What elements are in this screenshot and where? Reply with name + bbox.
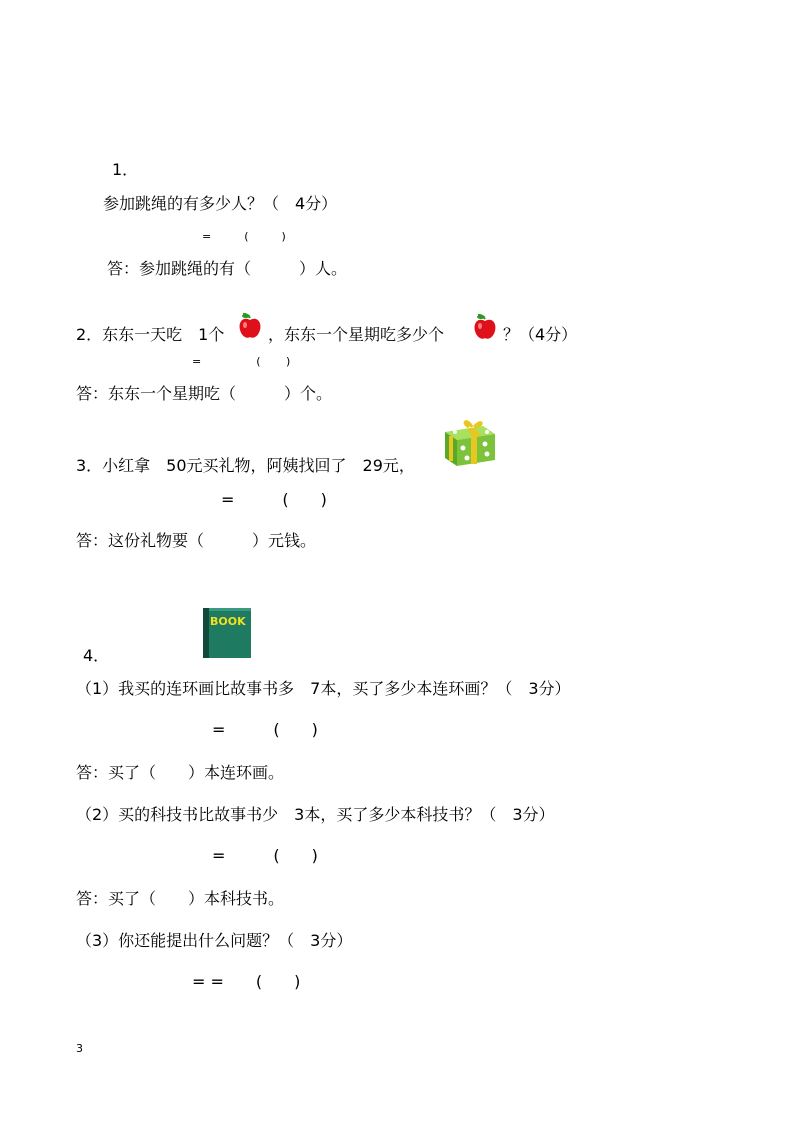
- q2-question-part1: 2．东东一天吃 1个: [76, 325, 225, 344]
- q2-question-part3: ？（4分）: [503, 325, 578, 344]
- q2-answer: 答：东东一个星期吃（ ）个。: [76, 384, 333, 403]
- q1-answer: 答：参加跳绳的有（ ）人。: [107, 259, 348, 278]
- apple-icon: [237, 312, 263, 340]
- gift-box-icon: [441, 418, 499, 468]
- apple-icon: [472, 313, 498, 341]
- q4-sub3-question: （3）你还能提出什么问题？（ 3分）: [76, 931, 353, 950]
- q4-sub3-equation: = = ( ): [192, 972, 301, 991]
- book-label: BOOK: [210, 615, 246, 628]
- q2-equation: = ( ): [192, 355, 291, 368]
- q4-number: 4．: [83, 646, 110, 665]
- q4-sub1-question: （1）我买的连环画比故事书多 7本，买了多少本连环画？（ 3分）: [76, 679, 571, 698]
- q2-question-part2: ，东东一个星期吃多少个: [268, 325, 445, 344]
- q3-equation: = ( ): [221, 490, 327, 509]
- q4-sub2-answer: 答：买了（ ）本科技书。: [76, 889, 285, 908]
- q3-question: 3．小红拿 50元买礼物，阿姨找回了 29元，: [76, 456, 415, 475]
- q4-sub2-question: （2）买的科技书比故事书少 3本，买了多少本科技书？（ 3分）: [76, 805, 555, 824]
- q4-sub2-equation: = ( ): [212, 846, 318, 865]
- page-number: 3: [76, 1042, 83, 1055]
- q4-sub1-equation: = ( ): [212, 720, 318, 739]
- q4-sub1-answer: 答：买了（ ）本连环画。: [76, 763, 285, 782]
- q1-question: 参加跳绳的有多少人？（ 4分）: [103, 194, 338, 213]
- q3-answer: 答：这份礼物要（ ）元钱。: [76, 531, 317, 550]
- q1-number: 1．: [112, 160, 139, 179]
- q1-equation: = ( ): [202, 230, 286, 243]
